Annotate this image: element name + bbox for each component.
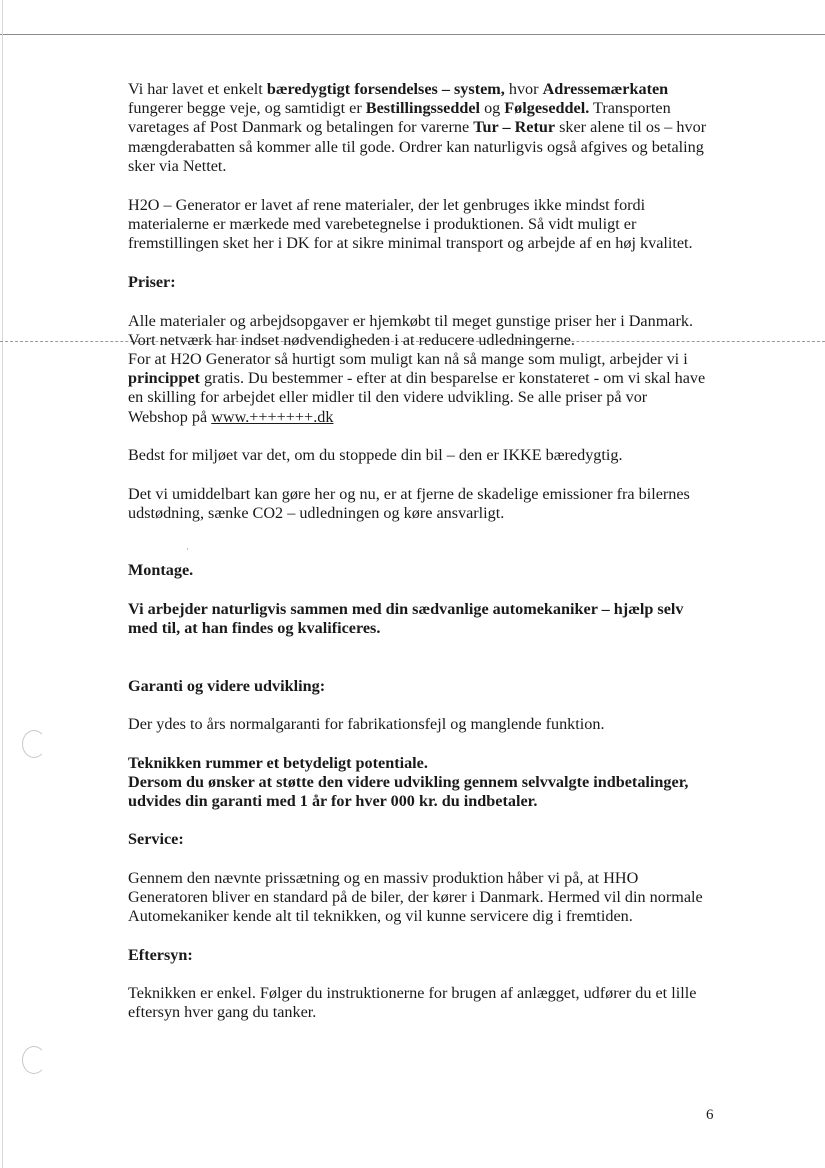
garanti-support-offer: Dersom du ønsker at støtte den videre udvikling gennem selvvalgte indbetalinger, udvides din garanti med 1 år for hver 000 kr. du indbetaler. <box>128 773 689 811</box>
eftersyn-heading: Eftersyn: <box>128 946 193 964</box>
intro-text: Transporten varetages af Post Danmark og betalingen for varerne <box>128 99 671 137</box>
intro-bold-return: Tur – Retur <box>473 118 556 137</box>
intro-paragraph <box>128 80 708 176</box>
priser-paragraph-2 <box>128 350 708 427</box>
intro-bold-label: Adressemærkaten <box>542 80 669 98</box>
montage-heading: Montage. <box>128 561 194 579</box>
intro-text: fungerer begge veje, og samtidigt er <box>128 99 366 118</box>
priser-paragraph-1: Alle materialer og arbejdsopgaver er hjemkøbt til meget gunstige priser her i Danmark. Vort netværk har indset nødvendigheden i at reducere udledningerne. <box>128 312 694 350</box>
garanti-heading: Garanti og videre udvikling: <box>128 677 326 695</box>
scan-left-edge <box>2 0 3 1168</box>
garanti-text: Der ydes to års normalgaranti for fabrikationsfejl og manglende funktion. <box>128 715 605 733</box>
priser-heading: Priser: <box>128 273 176 291</box>
car-paragraph: Bedst for miljøet var det, om du stoppede din bil – den er IKKE bæredygtig. <box>128 446 623 464</box>
garanti-potential: Teknikken rummer et betydeligt potentiale. <box>128 754 428 772</box>
intro-text: hvor <box>504 80 543 98</box>
intro-text: Vi har lavet et enkelt <box>128 80 267 98</box>
scan-speck: · <box>186 544 189 554</box>
webshop-link[interactable]: www.+++++++.dk <box>211 407 334 426</box>
montage-text: Vi arbejder naturligvis sammen med din sædvanlige automekaniker – hjælp selv med til, at han findes og kvalificeres. <box>128 600 684 638</box>
intro-bold-order: Bestillingsseddel <box>365 99 481 118</box>
priser-text: gratis. Du bestemmer - efter at din besparelse er konstateret - om vi skal have en skilling for arbejdet eller midler til den videre udvikling. Se alle priser på vor Webshop på <box>128 369 706 426</box>
intro-text: sker alene til os – hvor mængderabatten så kommer alle til gode. Ordrer kan naturligvis også afgives og betaling sker via Nettet. <box>128 118 707 175</box>
punch-hole <box>22 730 46 758</box>
punch-hole <box>22 1046 46 1074</box>
priser-text: For at H2O Generator så hurtigt som muligt kan nå så mange som muligt, arbejder vi i <box>128 350 688 368</box>
priser-bold-principle: princippet <box>128 369 200 388</box>
intro-bold-delivery: Følgeseddel. <box>504 99 590 118</box>
emission-paragraph: Det vi umiddelbart kan gøre her og nu, er at fjerne de skadelige emissioner fra bilernes udstødning, sænke CO2 – udledningen og køre ansvarligt. <box>128 485 690 523</box>
generator-paragraph: H2O – Generator er lavet af rene materialer, der let genbruges ikke mindst fordi materialerne er mærkede med varebetegnelse i produktionen. Så vidt muligt er fremstillingen sket her i DK for at sikre minimal transport og arbejde af en høj kvalitet. <box>128 196 693 253</box>
page-number: 6 <box>706 1107 714 1123</box>
service-text: Gennem den nævnte prissætning og en massiv produktion håber vi på, at HHO Generatoren bliver en standard på de biler, der kører i Danmark. Hermed vil din normale Automekaniker kende alt til teknikken, og vil kunne servicere dig i fremtiden. <box>128 869 703 926</box>
eftersyn-text: Teknikken er enkel. Følger du instruktionerne for brugen af anlægget, udfører du et lille eftersyn hver gang du tanker. <box>128 984 697 1022</box>
scan-edge-line <box>0 34 825 35</box>
intro-bold-system: bæredygtigt forsendelses – system, <box>266 80 505 98</box>
service-heading: Service: <box>128 830 184 848</box>
intro-text: og <box>480 99 505 118</box>
